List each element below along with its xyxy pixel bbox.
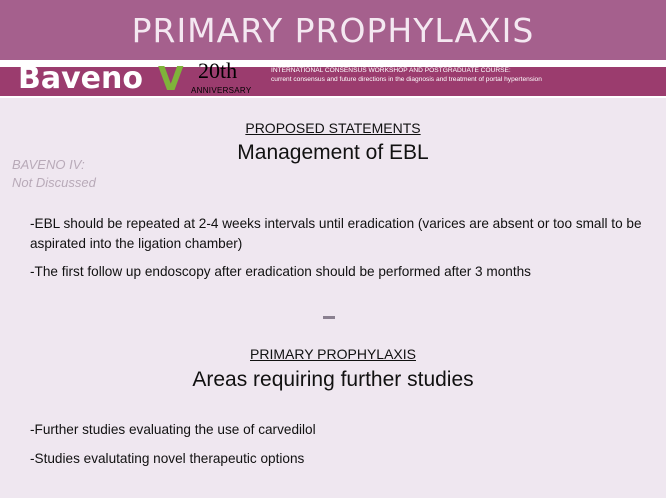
anniversary-number: 20th xyxy=(198,58,238,83)
section2-bullet-2: -Studies evalutating novel therapeutic options xyxy=(30,451,305,466)
section1-bullet-1: -EBL should be repeated at 2-4 weeks intervals until eradication (varices are absent or too small to be aspirated into the ligation chamber) xyxy=(30,216,642,251)
side-note-line-1: BAVENO IV: xyxy=(12,157,85,172)
section2-bullet-1: -Further studies evaluating the use of carvedilol xyxy=(30,422,316,437)
section2-subheading: PRIMARY PROPHYLAXIS xyxy=(250,346,416,362)
baveno-logo-text: Baveno xyxy=(18,61,143,96)
section1-heading: Management of EBL xyxy=(237,141,429,164)
workshop-line-2: current consensus and future directions in the diagnosis and treatment of portal hypertension xyxy=(271,76,542,83)
workshop-description xyxy=(271,66,651,84)
workshop-line-1: INTERNATIONAL CONSENSUS WORKSHOP AND POSTGRADUATE COURSE: xyxy=(271,67,511,74)
baveno-logo-v: V xyxy=(158,59,184,98)
section1-bullet-2: -The first follow up endoscopy after eradication should be performed after 3 months xyxy=(30,264,531,279)
side-note-line-2: Not Discussed xyxy=(12,175,96,190)
section2-heading: Areas requiring further studies xyxy=(192,368,474,391)
slide-title: PRIMARY PROPHYLAXIS xyxy=(131,10,535,50)
title-bar xyxy=(0,0,666,60)
slide-divider-mark xyxy=(323,316,335,319)
section1-subheading: PROPOSED STATEMENTS xyxy=(245,120,421,136)
anniversary-label: ANNIVERSARY xyxy=(191,86,252,95)
